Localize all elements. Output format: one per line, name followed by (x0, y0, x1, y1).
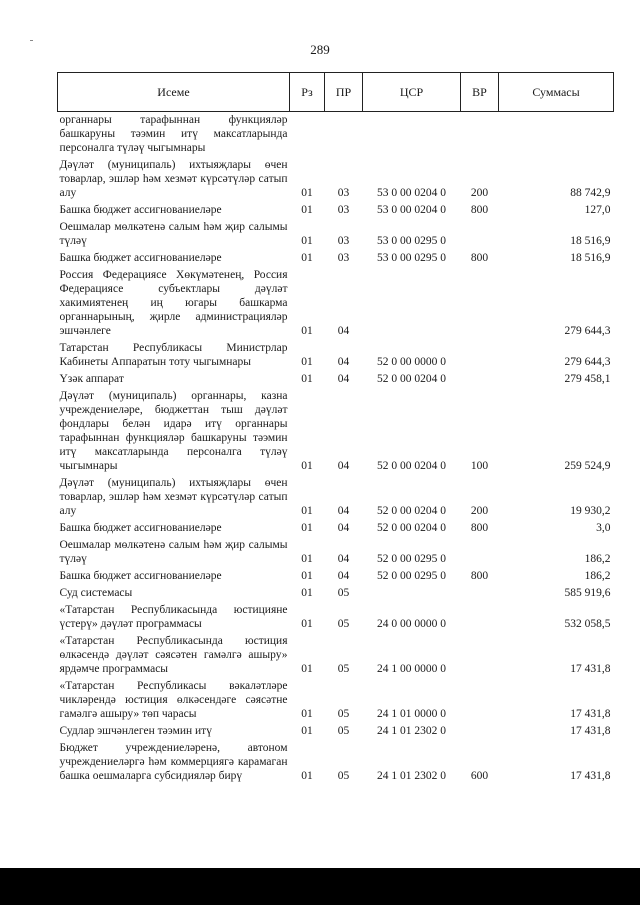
table-header (58, 73, 614, 112)
cell-rz: 01 (301, 356, 313, 368)
cell-name: Дәүләт (муниципаль) ихтыяҗлары өчен товарлар, эшләр һәм хезмәт күрсәтүләр сатып алу (59, 477, 288, 517)
cell-csr: 24 1 01 2302 0 (377, 725, 446, 737)
cell-sum: 532 058,5 (564, 618, 611, 630)
cell-csr: 52 0 00 0295 0 (377, 553, 446, 565)
cell-sum: 17 431,8 (570, 663, 611, 675)
header-sum: Суммасы (499, 73, 614, 112)
cell-pr: 05 (337, 587, 350, 599)
table-row (58, 340, 614, 371)
table-row (58, 537, 614, 568)
cell-pr: 05 (337, 770, 350, 782)
table-row (58, 219, 614, 250)
cell-name: Башка бюджет ассигнованиеләре (59, 252, 222, 264)
cell-name: Оешмалар мөлкәтенә салым һәм җир салымы түләү (59, 539, 288, 565)
cell-csr: 24 1 01 2302 0 (377, 770, 446, 782)
cell-name: «Татарстан Республикасында юстицияне үстерү» дәүләт программасы (59, 604, 288, 630)
table-row (58, 475, 614, 520)
table-row (58, 520, 614, 537)
header-name: Исеме (58, 73, 290, 112)
cell-csr (363, 267, 461, 340)
cell-sum: 17 431,8 (570, 770, 611, 782)
cell-csr: 52 0 00 0204 0 (377, 522, 446, 534)
cell-vr (461, 340, 499, 371)
table-row (58, 157, 614, 202)
header-csr: ЦСР (363, 73, 461, 112)
cell-pr: 05 (337, 725, 350, 737)
table-body (58, 112, 614, 786)
cell-vr: 800 (470, 570, 489, 582)
cell-sum: 585 919,6 (564, 587, 611, 599)
cell-pr: 03 (337, 187, 350, 199)
cell-vr (461, 633, 499, 678)
cell-csr: 53 0 00 0295 0 (377, 252, 446, 264)
cell-rz: 01 (301, 235, 313, 247)
table-row (58, 740, 614, 785)
cell-name: Үзәк аппарат (59, 373, 124, 385)
cell-name: Дәүләт (муниципаль) ихтыяҗлары өчен товарлар, эшләр һәм хезмәт күрсәтүләр сатып алу (59, 159, 288, 199)
cell-vr: 800 (470, 522, 489, 534)
cell-rz: 01 (301, 204, 313, 216)
cell-sum (499, 112, 614, 158)
cell-rz: 01 (301, 522, 313, 534)
cell-rz: 01 (301, 325, 313, 337)
cell-pr (325, 112, 363, 158)
cell-csr (363, 112, 461, 158)
cell-name: Дәүләт (муниципаль) органнары, казна учреждениеләре, бюджеттан тыш дәүләт фондлары белән идарә итү органнары тарафыннан функцияләр башкаруны тәэмин итү максатларында персоналга түләү чыгымнары (59, 390, 288, 472)
header-row (58, 73, 614, 112)
table-row (58, 388, 614, 475)
cell-rz: 01 (301, 553, 313, 565)
cell-sum: 3,0 (596, 522, 611, 534)
cell-sum: 186,2 (584, 570, 611, 582)
cell-pr: 05 (337, 663, 350, 675)
cell-sum: 259 524,9 (564, 460, 611, 472)
cell-vr (461, 537, 499, 568)
cell-rz: 01 (301, 252, 313, 264)
cell-csr: 52 0 00 0295 0 (377, 570, 446, 582)
cell-sum: 186,2 (584, 553, 611, 565)
cell-name: Татарстан Республикасы Министрлар Кабинеты Аппаратын тоту чыгымнары (59, 342, 288, 368)
table-row (58, 250, 614, 267)
cell-rz: 01 (301, 570, 313, 582)
table-row (58, 568, 614, 585)
cell-pr: 04 (337, 460, 350, 472)
cell-vr: 800 (470, 204, 489, 216)
cell-csr: 24 1 00 0000 0 (377, 663, 446, 675)
cell-sum: 279 458,1 (564, 373, 611, 385)
cell-csr (363, 585, 461, 602)
scan-speck (30, 40, 33, 41)
cell-name: Башка бюджет ассигнованиеләре (59, 522, 222, 534)
cell-rz (290, 112, 325, 158)
cell-vr: 600 (470, 770, 489, 782)
cell-name: Башка бюджет ассигнованиеләре (59, 204, 222, 216)
cell-pr: 04 (337, 505, 350, 517)
table-row (58, 633, 614, 678)
cell-rz: 01 (301, 770, 313, 782)
cell-name: Судлар эшчәнлеген тәэмин итү (59, 725, 212, 737)
cell-sum: 279 644,3 (564, 356, 611, 368)
cell-vr (461, 112, 499, 158)
cell-pr: 03 (337, 204, 350, 216)
cell-name: органнары тарафыннан функцияләр башкаруны тәэмин итү максатларында персоналга түләү чыгымнары (59, 114, 288, 154)
cell-pr: 04 (337, 570, 350, 582)
table-row (58, 723, 614, 740)
cell-rz: 01 (301, 460, 313, 472)
cell-csr: 24 1 01 0000 0 (377, 708, 446, 720)
cell-vr: 100 (470, 460, 489, 472)
table-row (58, 602, 614, 633)
cell-name: Россия Федерациясе Хөкүмәтенең, Россия Федерациясе субъектлары дәүләт хакимиятенең иң югары башкарма органнарының, җирле администрацияләр эшчәнлеге (59, 269, 288, 337)
cell-rz: 01 (301, 505, 313, 517)
scan-bottom-edge (0, 868, 640, 905)
cell-vr (461, 585, 499, 602)
table-row (58, 585, 614, 602)
cell-sum: 17 431,8 (570, 725, 611, 737)
cell-rz: 01 (301, 187, 313, 199)
cell-rz: 01 (301, 663, 313, 675)
cell-vr: 200 (470, 505, 489, 517)
cell-csr: 52 0 00 0204 0 (377, 373, 446, 385)
cell-rz: 01 (301, 725, 313, 737)
cell-pr: 04 (337, 522, 350, 534)
cell-csr: 53 0 00 0204 0 (377, 187, 446, 199)
cell-csr: 52 0 00 0204 0 (377, 505, 446, 517)
cell-name: Бюджет учреждениеләренә, автоном учреждениеләргә һәм коммерциягә карамаган башка оешмаларга субсидияләр бирү (59, 742, 288, 782)
cell-vr (461, 602, 499, 633)
cell-name: Суд системасы (59, 587, 133, 599)
table-row (58, 112, 614, 158)
cell-sum: 17 431,8 (570, 708, 611, 720)
cell-rz: 01 (301, 618, 313, 630)
cell-vr: 800 (470, 252, 489, 264)
cell-name: Оешмалар мөлкәтенә салым һәм җир салымы түләү (59, 221, 288, 247)
cell-sum: 18 516,9 (570, 235, 611, 247)
cell-sum: 18 516,9 (570, 252, 611, 264)
cell-csr: 52 0 00 0000 0 (377, 356, 446, 368)
header-rz: Рз (290, 73, 325, 112)
cell-pr: 03 (337, 252, 350, 264)
cell-pr: 04 (337, 553, 350, 565)
cell-name: «Татарстан Республикасы вәкаләтләре чикләрендә юстиция өлкәсендәге сәясәтне гамәлгә ашыру» төп чарасы (59, 680, 288, 720)
cell-pr: 04 (337, 373, 350, 385)
cell-pr: 03 (337, 235, 350, 247)
cell-csr: 53 0 00 0295 0 (377, 235, 446, 247)
cell-pr: 04 (337, 325, 350, 337)
cell-pr: 04 (337, 356, 350, 368)
header-pr: ПР (325, 73, 363, 112)
cell-sum: 279 644,3 (564, 325, 611, 337)
cell-vr: 200 (470, 187, 489, 199)
cell-rz: 01 (301, 708, 313, 720)
table-row (58, 267, 614, 340)
page-number: 289 (310, 42, 330, 57)
cell-vr (461, 267, 499, 340)
header-vr: ВР (461, 73, 499, 112)
budget-table (57, 72, 614, 785)
table-row (58, 371, 614, 388)
cell-csr: 53 0 00 0204 0 (377, 204, 446, 216)
cell-sum: 127,0 (584, 204, 611, 216)
cell-name: «Татарстан Республикасында юстиция өлкәсендә дәүләт сәясәтен гамәлгә ашыру» ярдәмче программасы (59, 635, 288, 675)
cell-pr: 05 (337, 618, 350, 630)
cell-vr (461, 723, 499, 740)
table-row (58, 202, 614, 219)
cell-vr (461, 678, 499, 723)
table-row (58, 678, 614, 723)
cell-csr: 52 0 00 0204 0 (377, 460, 446, 472)
cell-sum: 88 742,9 (570, 187, 611, 199)
cell-vr (461, 371, 499, 388)
cell-vr (461, 219, 499, 250)
cell-name: Башка бюджет ассигнованиеләре (59, 570, 222, 582)
cell-pr: 05 (337, 708, 350, 720)
cell-rz: 01 (301, 587, 313, 599)
cell-rz: 01 (301, 373, 313, 385)
cell-sum: 19 930,2 (570, 505, 611, 517)
cell-csr: 24 0 00 0000 0 (377, 618, 446, 630)
